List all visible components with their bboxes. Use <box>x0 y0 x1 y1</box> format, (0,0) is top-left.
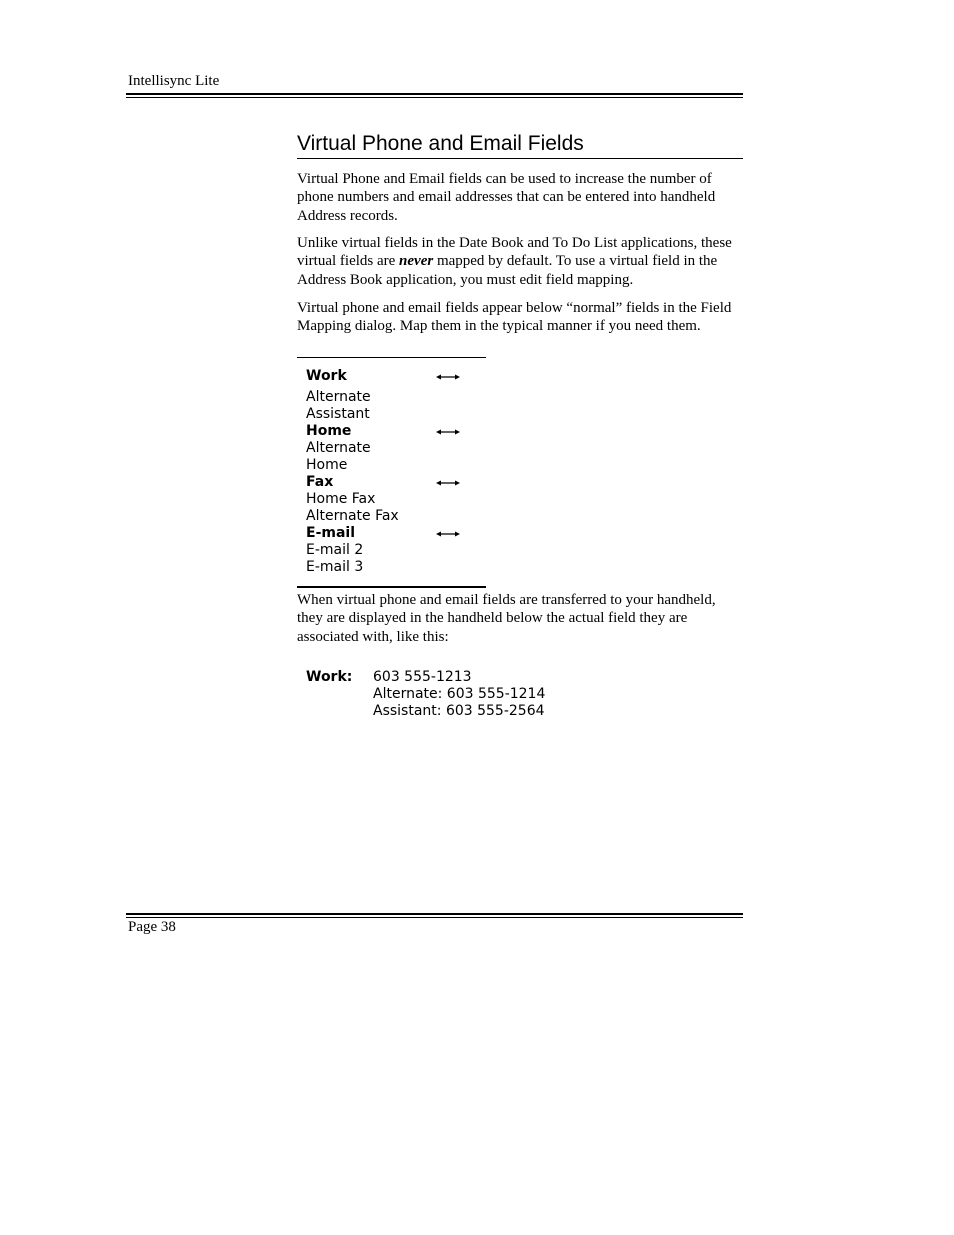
field-primary: Home <box>306 423 352 439</box>
footer-rule <box>126 913 743 918</box>
example-values <box>373 669 545 720</box>
field-virtual: Assistant <box>306 406 370 422</box>
field-primary: E-mail <box>306 525 356 541</box>
field-primary: Work <box>306 368 347 384</box>
section-title: Virtual Phone and Email Fields <box>297 132 743 159</box>
field-virtual: Alternate Fax <box>306 508 399 524</box>
example-label: Work: <box>306 669 353 685</box>
example-line: 603 555-1213 <box>373 669 472 685</box>
paragraph-handheld-display: When virtual phone and email fields are transferred to your handheld, they are displayed in the handheld below the actual field they are associated with, like this: <box>297 592 716 645</box>
field-virtual: E-mail 3 <box>306 559 364 575</box>
paragraph-field-mapping: Virtual phone and email fields appear below “normal” fields in the Field Mapping dialog. Map them in the typical manner if you need them. <box>297 300 732 335</box>
field-primary: Fax <box>306 474 334 490</box>
paragraph-text: Unlike virtual fields in the Date Book and To Do List applications, these virtual fields are <box>297 235 732 270</box>
paragraph-text: mapped by default. To use a virtual field in the Address Book application, you must edit field mapping. <box>297 253 718 288</box>
double-arrow-icon <box>436 530 460 538</box>
double-arrow-icon <box>436 373 460 381</box>
header-rule <box>126 93 743 98</box>
running-header: Intellisync Lite <box>128 73 220 89</box>
example-line: Assistant: 603 555-2564 <box>373 703 545 719</box>
example-line: Alternate: 603 555-1214 <box>373 686 546 702</box>
field-virtual: Alternate <box>306 440 371 456</box>
field-virtual: Alternate <box>306 389 371 405</box>
paragraph-mapping-default <box>297 234 737 289</box>
field-virtual: Home <box>306 457 348 473</box>
double-arrow-icon <box>436 428 460 436</box>
page-number: Page 38 <box>128 919 176 935</box>
field-mapping-list <box>306 368 399 576</box>
emphasis-never: never <box>399 253 434 270</box>
paragraph-intro: Virtual Phone and Email fields can be used to increase the number of phone numbers and email addresses that can be entered into handheld Address records. <box>297 171 716 224</box>
field-virtual: E-mail 2 <box>306 542 364 558</box>
double-arrow-icon <box>436 479 460 487</box>
field-virtual: Home Fax <box>306 491 376 507</box>
